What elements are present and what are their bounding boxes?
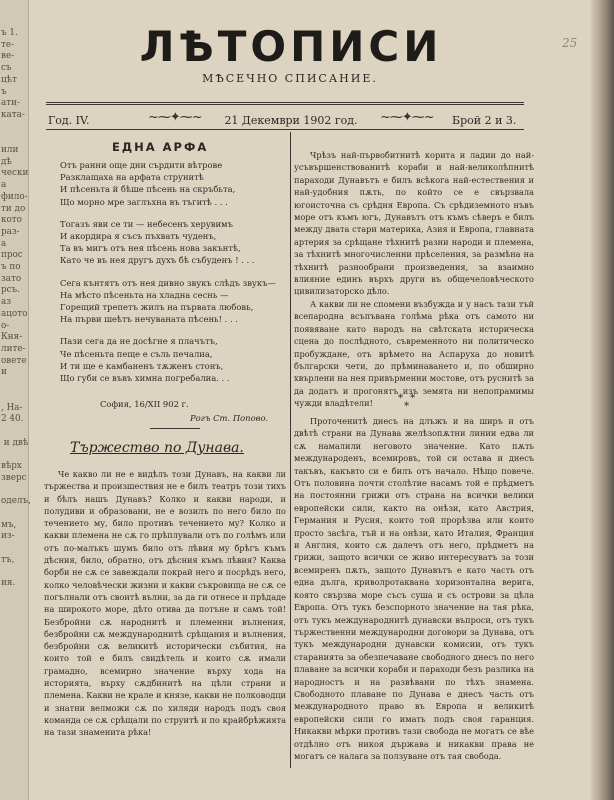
article-paragraph: Чрѣзъ най-първобитнитѣ корита и ладии до най-усъвършенствованитѣ кораби и най-великолѣпнитѣ параходи Дунавътъ е билъ всѣкога най-естествения и най-удобния пѫть, по който се е свързвала югоисточна съ срѣдня Европа. Съ срѣдиземното нъвъ море отъ къмъ югъ, Дунавътъ отъ къмъ сѣверъ е билъ между двата стари материка, Азия и Европа, главната артерия за срѣщане тѣхнитѣ разни народи и племена, за тѣхнитѣ многочисленни прѣселения, за размѣна на тѣхнитѣ разнообрани произведения, за взаимно влияние единъ върхъ други въ общечеловѣческото цивилизаторско дѣло. [294, 150, 534, 297]
previous-page-strip [0, 0, 29, 800]
page-number-pencil: 25 [562, 36, 578, 50]
book-edge [590, 0, 614, 800]
poem-title: ЕДНА АРФА [112, 140, 209, 154]
poem-line: На първи шеѣтъ нечуваната пѣсень! . . . [60, 314, 238, 325]
poem-line: Като че въ нея другъ духъ бѣ събуденъ ! . . . [60, 255, 255, 266]
article-title: Тържество по Дунава. [70, 440, 244, 456]
poem-stanza [60, 159, 286, 208]
poem-line: И пѣсеньта й бѣше пѣсень на скръбьта, [60, 184, 236, 195]
column-divider [290, 132, 291, 768]
poem-line: И ти ще е камбаненъ тѫженъ стонъ, [60, 360, 224, 371]
poem-line: Що морно мре заглъхна въ тъгитѣ . . . [60, 196, 228, 207]
masthead-subtitle: МѢСЕЧНО СПИСАНИЕ. [202, 72, 378, 85]
poem-line: Сега кънтятъ отъ нея дивно звукъ слѣдъ звукъ— [60, 277, 276, 288]
poem-date: София, 16/XII 902 г. [100, 399, 189, 409]
poem-line: Горещий трепетъ жилъ на първата любовь, [60, 302, 254, 313]
poem-stanza [60, 335, 286, 384]
article-paragraph: А какви ли не спомени възбужда и у насъ тази тъй всепародна всъпъвана голѣма рѣка отъ самото ни появяване като народъ на свѣтската историческа сцена до послѣдното, съвременното ни политическо пробуждане, отъ врѣмето на Аспаруха до новитѣ български чети, до прѣминаването и, по обширно хвърлени на нея привърменни мостове, отъ руснитѣ за да додатъ и прогонятъ изъ земята ни непопрамимы чужди владѣтели! [294, 298, 534, 409]
article-right-text [294, 149, 534, 410]
poem-line: Разклащаха на арфата струнитѣ [60, 172, 204, 183]
ornament-left: ~⁓✦⁓~ [148, 110, 202, 125]
asterism: * * * [398, 393, 418, 412]
previous-page-text: ъ 1. те- ве- съ цѣт ъ ати- ката- или дѣ чески а фило- ти до кото раз- а прос ъ по зато рсъ. аз ацото о- Кня- лите- овете и , На- 2 40. и двѣ вѣрх зверс оделъ, мъ, из- тъ, ия. [1, 28, 31, 589]
poem-line: Отъ ранни още дни сърдити вѣтрове [60, 160, 223, 170]
poem-author: Рогъ Ст. Попово. [190, 413, 269, 423]
volume-label: Год. IV. [48, 114, 90, 127]
poem-body [60, 159, 286, 394]
issue-number: Брой 2 и 3. [452, 114, 517, 127]
poem-stanza [60, 218, 286, 267]
poem-line: Тогазъ яви се ти — небесенъ херувимъ [60, 218, 233, 229]
poem-line: Що губи се въвъ химна погребалиа. . . [60, 373, 230, 384]
poem-line: Че пѣсеньта пеще е съль печалиа, [60, 348, 213, 359]
ornament-right: ~⁓✦⁓~ [380, 110, 434, 125]
poem-line: На мѣсто пѣсеньта на хладна сеснь — [60, 289, 229, 300]
issue-date: 21 Декември 1902 год. [224, 114, 358, 127]
poem-line: Пази сега да не досѣгне я плачътъ, [60, 336, 218, 347]
article-right-text-2: Проточенитѣ днесъ на длъжъ и на ширъ и отъ двѣтѣ страни на Дунава желѣзопѫтни линии едва ли сѫ намалили неговото значение. Като пѫть международенъ, всемировъ, той си остава и днесъ такъвъ, какъвто си е билъ отъ начало. Нѣщо повече. Отъ половина почти столѣтие насамъ той е прѣдметъ на постоянни грижи отъ страна на всички велики европейски сили, както на онѣзи, като Австрия, Германия и Русия, които той прорѣзва или които просто засѣга, тъй и на онѣзи, като Италия, Франция и Англия, които сѫ далечъ отъ него, прѣдметъ на грижи, защото всички се живо интересуватъ за този всемиренъ пѫть, защото Дунавътъ е като часть отъ една дълга, криволротаквана хоризонтална верига, която свързва море съсъ суша и съ острови за цѣла Европа. Отъ тукъ безспорното значение на тая рѣка, отъ тукъ международнитѣ дунавски въпроси, отъ тукъ тържественни международни договори за Дунава, отъ тукъ международни дунавски комисии, отъ тукъ старанията за обезпечаване свободного днесъ по него плаване за всички кораби и параходи безъ разлика на народностъ и на развѣвани по тѣхъ знамена. Свободното плаване по Дунава е днесъ часть отъ международното право въ Европа и великитѣ европейски сили го имать подъ своя гаранция. Никакви мѣрки противъ тази свобода не могатъ се вѣе отдѣлно отъ никоя държава и никакви права не могатъ се налага за ползуване отъ тая свобода. [294, 416, 534, 761]
poem-line: Та въ мигъ отъ нея пѣсень нова закънтѣ, [60, 243, 241, 254]
poem-line: И акордира я съсъ пъхвать чуденъ, [60, 231, 217, 242]
article-left-text: Че какво ли не е видѣлъ този Дунавъ, на какви ли тържества и произшествия не е билъ театръ този тихъ и бѣлъ нашъ Дунавъ? Колко и какви народи, и полудиви и образовани, не е возилъ по него било по течението му, било противъ течението му? Колко и какви племена не сѫ го прѣплували отъ по голѣмъ или отъ по-малъкъ шумъ било отъ лѣвия му брѣгъ къмъ дѣсния, било, обратно, отъ дѣсния къмъ лѣвия? Каква борби не сѫ се завеждали покрай него и посрѣдъ него, колко человѣчески жизни и какви съкровища не сѫ се погълнали отъ своитѣ вълни, за да ги отнесе и прѣдаде на широкото море, дѣто отива да потъне и самъ той! Безбройни сѫ народнитѣ и племенни вълнения, безбройни сѫ международнитѣ срѣщания и вълнения, безбройни сѫ великитѣ исторически събития, на които той е билъ свидѣтель и които сѫ имали грамадно, всемирно значение върху хода на историята, върху сѫдбинитѣ на цѣли страни и племена. Какви не крале и князе, какви не полководци и знатни велможи сѫ по хиляди народъ подъ своя команда се сѫ срѣщали по струитѣ и по крайбрѣжията на тази знаменита рѣка! [44, 469, 286, 738]
section-separator [150, 428, 200, 429]
masthead-title: ЛѢТОПИСИ [139, 22, 443, 71]
poem-stanza [60, 277, 286, 326]
